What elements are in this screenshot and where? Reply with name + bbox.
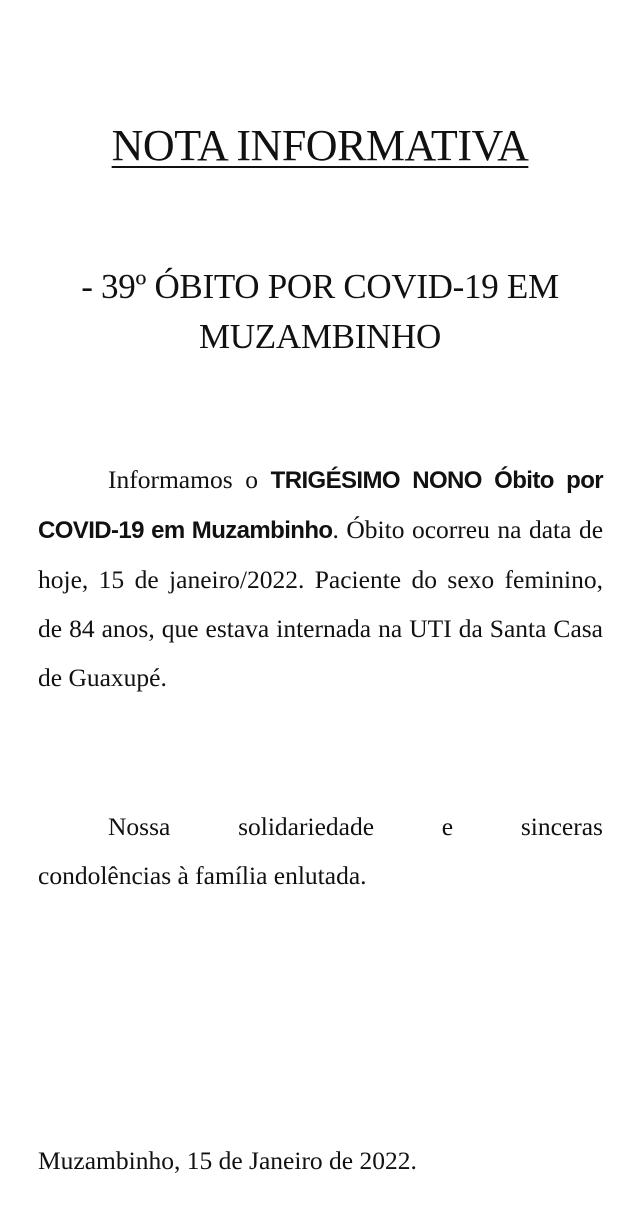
condolence-line-1 xyxy=(38,802,603,851)
place-and-date: Muzambinho, 15 de Janeiro de 2022. xyxy=(38,1146,417,1175)
subtitle-line-2: MUZAMBINHO xyxy=(198,317,441,356)
condolence-word-2: solidariedade xyxy=(238,812,375,841)
paragraph-emphasis: TRIGÉSIMO NONO Óbito por COVID-19 em Muzambinho xyxy=(38,467,604,544)
subtitle-line-1: - 39º ÓBITO POR COVID-19 EM xyxy=(81,267,559,306)
announcement-paragraph xyxy=(38,455,603,702)
document-subtitle xyxy=(40,262,600,362)
condolence-word-3: e xyxy=(441,812,454,841)
condolence-paragraph xyxy=(38,802,603,900)
paragraph-intro: Informamos o xyxy=(108,465,271,494)
document-title: NOTA INFORMATIVA xyxy=(111,121,529,170)
condolence-word-4: sinceras xyxy=(520,812,603,841)
condolence-line-2: condolências à família enlutada. xyxy=(38,861,367,890)
condolence-word-1: Nossa xyxy=(108,812,171,841)
paragraph-details: . Óbito ocorreu na data de hoje, 15 de janeiro/2022. Paciente do sexo feminino, de 84 anos, que estava internada na UTI da Santa Casa de Guaxupé. xyxy=(38,515,604,692)
